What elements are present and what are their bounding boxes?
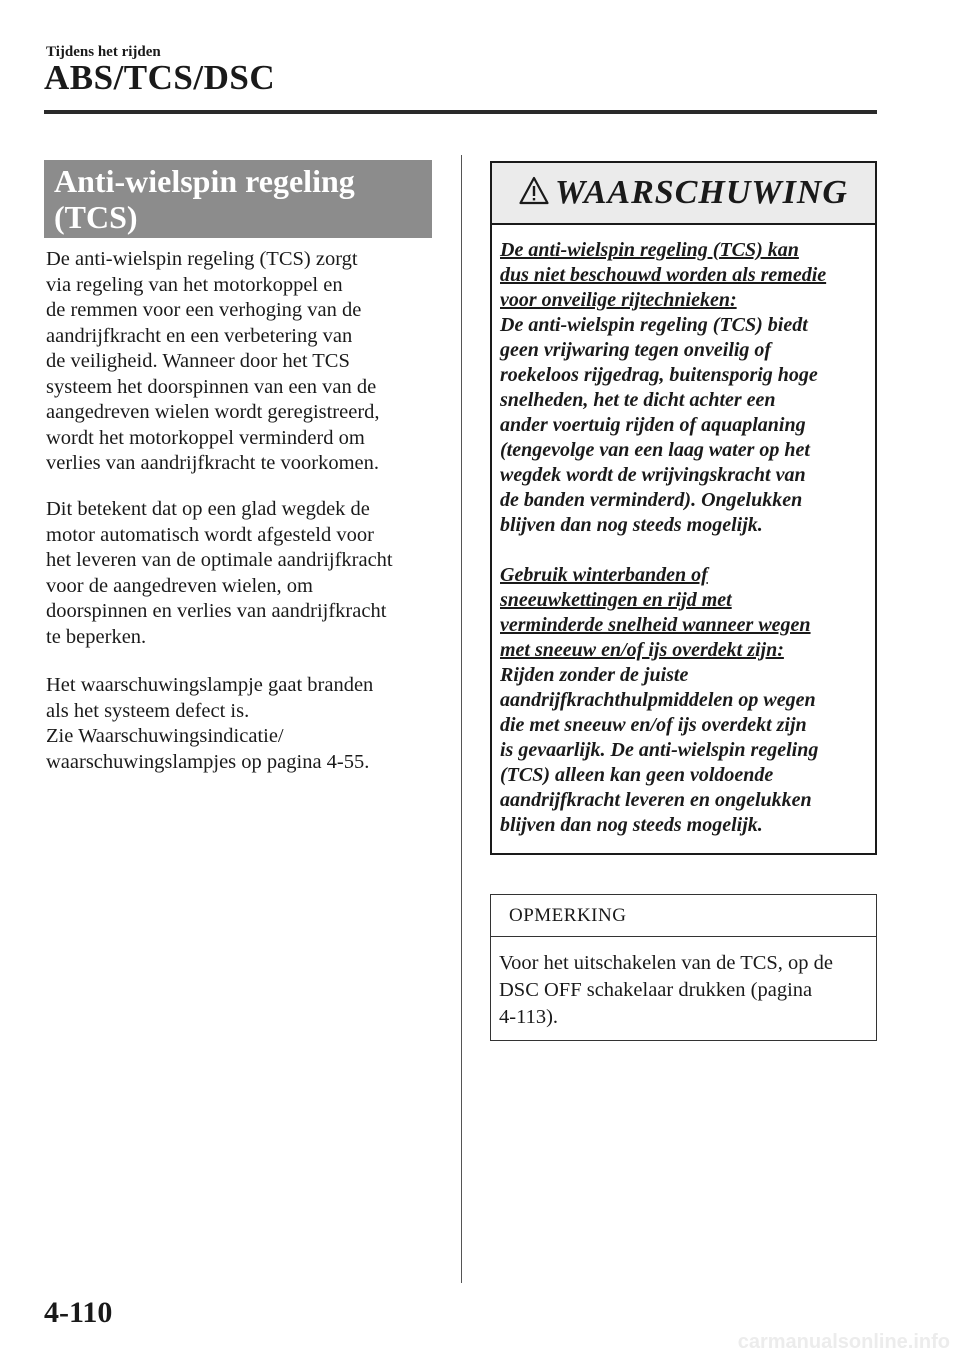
- warning-text-line: (tengevolge van een laag water op het: [500, 439, 810, 461]
- note-body: [491, 937, 876, 1031]
- text-line: motor automatisch wordt afgesteld voor: [46, 523, 374, 546]
- text-line: voor de aangedreven wielen, om: [46, 574, 313, 597]
- text-line: systeem het doorspinnen van een van de: [46, 375, 377, 398]
- body-paragraph-3: [46, 673, 456, 775]
- warning-subheading: dus niet beschouwd worden als remedie: [500, 264, 827, 286]
- text-line: te beperken.: [46, 625, 147, 648]
- note-title: OPMERKING: [491, 895, 876, 937]
- warning-text-line: snelheden, het te dicht achter een: [500, 389, 776, 411]
- warning-subheading: Gebruik winterbanden of: [500, 564, 708, 586]
- warning-text-line: De anti-wielspin regeling (TCS) biedt: [500, 314, 808, 336]
- chapter-title: ABS/TCS/DSC: [44, 58, 276, 97]
- warning-box: [490, 161, 877, 855]
- note-text-line: Voor het uitschakelen van de TCS, op de: [499, 952, 834, 974]
- warning-header: [492, 163, 875, 225]
- text-line: doorspinnen en verlies van aandrijfkracht: [46, 600, 387, 622]
- text-line: als het systeem defect is.: [46, 699, 250, 722]
- warning-subheading: met sneeuw en/of ijs overdekt zijn:: [500, 639, 784, 661]
- text-line: Het waarschuwingslampje gaat branden: [46, 674, 374, 696]
- section-heading-line1: Anti-wielspin regeling: [54, 163, 355, 199]
- warning-subheading: verminderde snelheid wanneer wegen: [500, 614, 811, 636]
- text-line: de remmen voor een verhoging van de: [46, 299, 362, 321]
- warning-text-line: aandrijfkrachthulpmiddelen op wegen: [500, 689, 816, 711]
- warning-title: WAARSCHUWING: [555, 174, 848, 211]
- column-divider: [461, 155, 462, 1283]
- note-box: [490, 894, 877, 1041]
- warning-subheading: sneeuwkettingen en rijd met: [500, 589, 732, 611]
- text-line: waarschuwingslampjes op pagina 4-55.: [46, 750, 370, 773]
- watermark: carmanualsonline.info: [737, 1331, 950, 1353]
- section-heading: [44, 160, 432, 238]
- note-text-line: DSC OFF schakelaar drukken (pagina: [499, 979, 813, 1001]
- body-paragraph-1: [46, 247, 456, 477]
- text-line: het leveren van de optimale aandrijfkracht: [46, 549, 393, 571]
- warning-text-line: de banden verminderd). Ongelukken: [500, 489, 803, 511]
- warning-text-line: aandrijfkracht leveren en ongelukken: [500, 789, 812, 811]
- text-line: via regeling van het motorkoppel en: [46, 273, 343, 296]
- warning-text-line: roekeloos rijgedrag, buitensporig hoge: [500, 364, 818, 386]
- warning-body: [492, 225, 875, 838]
- warning-text-line: (TCS) alleen kan geen voldoende: [500, 764, 774, 786]
- warning-text-line: ander voertuig rijden of aquaplaning: [500, 414, 806, 436]
- body-paragraph-2: [46, 497, 456, 650]
- warning-subheading: De anti-wielspin regeling (TCS) kan: [500, 239, 799, 261]
- text-line: aandrijfkracht en een verbetering van: [46, 324, 353, 347]
- text-line: de veiligheid. Wanneer door het TCS: [46, 350, 350, 372]
- warning-text-line: blijven dan nog steeds mogelijk.: [500, 814, 763, 836]
- warning-text-line: Rijden zonder de juiste: [500, 664, 689, 686]
- text-line: Zie Waarschuwingsindicatie/: [46, 725, 284, 747]
- warning-text-line: is gevaarlijk. De anti-wielspin regeling: [500, 739, 819, 761]
- warning-triangle-icon: [519, 176, 549, 206]
- spacer: [500, 538, 867, 563]
- page-number: 4-110: [44, 1296, 113, 1329]
- warning-text-line: die met sneeuw en/of ijs overdekt zijn: [500, 714, 807, 736]
- section-heading-line2: (TCS): [54, 199, 138, 235]
- warning-text-line: blijven dan nog steeds mogelijk.: [500, 514, 763, 536]
- chapter-subtitle: Tijdens het rijden: [46, 44, 161, 60]
- warning-text-line: geen vrijwaring tegen onveilig of: [500, 339, 772, 361]
- warning-subheading: voor onveilige rijtechnieken:: [500, 289, 737, 311]
- text-line: aangedreven wielen wordt geregistreerd,: [46, 401, 380, 423]
- text-line: De anti-wielspin regeling (TCS) zorgt: [46, 248, 358, 270]
- header-rule: [44, 110, 877, 114]
- text-line: Dit betekent dat op een glad wegdek de: [46, 498, 370, 520]
- note-text-line: 4-113).: [499, 1006, 559, 1028]
- warning-text-line: wegdek wordt de wrijvingskracht van: [500, 464, 806, 486]
- text-line: wordt het motorkoppel verminderd om: [46, 426, 365, 449]
- text-line: verlies van aandrijfkracht te voorkomen.: [46, 452, 379, 474]
